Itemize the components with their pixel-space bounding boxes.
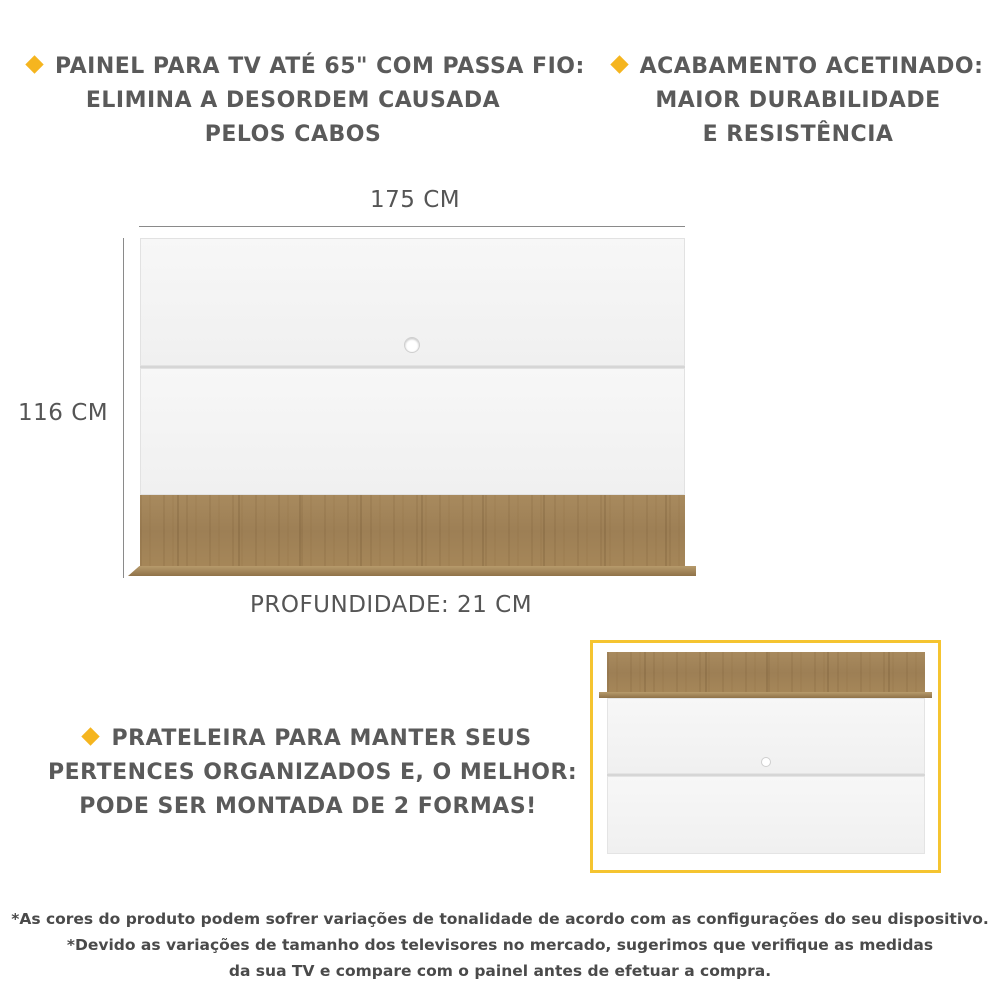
feature-shelf-line-1: PRATELEIRA PARA MANTER SEUS bbox=[48, 722, 568, 756]
feature-satin-finish bbox=[612, 50, 984, 152]
diamond-bullet-icon bbox=[610, 55, 628, 73]
feature-finish-line-2: MAIOR DURABILIDADE bbox=[655, 88, 941, 113]
footer-line-2: *Devido as variações de tamanho dos televisores no mercado, sugerimos que verifique as medidas bbox=[66, 936, 934, 954]
footer-line-1: *As cores do produto podem sofrer variações de tonalidade de acordo com as configurações do seu dispositivo. bbox=[11, 910, 989, 928]
height-dimension-line bbox=[123, 238, 124, 578]
diamond-bullet-icon bbox=[25, 55, 43, 73]
feature-shelf-line-3: PODE SER MONTADA DE 2 FORMAS! bbox=[79, 794, 537, 819]
alt-panel-wood-section bbox=[607, 652, 925, 694]
feature-shelf bbox=[48, 722, 578, 824]
feature-cable-line-3: PELOS CABOS bbox=[204, 122, 382, 147]
diamond-bullet-icon bbox=[82, 727, 100, 745]
panel-wood-section bbox=[140, 495, 685, 568]
feature-cable-line-2: ELIMINA A DESORDEM CAUSADA bbox=[85, 88, 501, 113]
feature-cable-pass bbox=[28, 50, 585, 152]
footer-disclaimer bbox=[0, 906, 1000, 984]
alt-cable-pass-hole-icon bbox=[761, 757, 771, 767]
panel-lower-board bbox=[140, 368, 685, 495]
alternate-mounting-image-frame bbox=[590, 640, 941, 873]
cable-pass-hole-icon bbox=[404, 337, 420, 353]
feature-finish-line-1: ACABAMENTO ACETINADO: bbox=[612, 50, 984, 84]
height-label: 116 CM bbox=[18, 400, 109, 426]
feature-cable-line-1: PAINEL PARA TV ATÉ 65" COM PASSA FIO: bbox=[28, 50, 558, 84]
width-label: 175 CM bbox=[370, 187, 461, 213]
tv-panel-image bbox=[128, 236, 696, 578]
alt-panel-lower-board bbox=[607, 776, 925, 854]
footer-line-3: da sua TV e compare com o painel antes de efetuar a compra. bbox=[228, 962, 772, 980]
feature-finish-line-3: E RESISTÊNCIA bbox=[702, 122, 894, 147]
width-dimension-line bbox=[139, 226, 685, 227]
feature-shelf-line-2: PERTENCES ORGANIZADOS E, O MELHOR: bbox=[48, 760, 578, 785]
panel-shelf bbox=[128, 566, 696, 576]
depth-label: PROFUNDIDADE: 21 CM bbox=[250, 592, 533, 618]
